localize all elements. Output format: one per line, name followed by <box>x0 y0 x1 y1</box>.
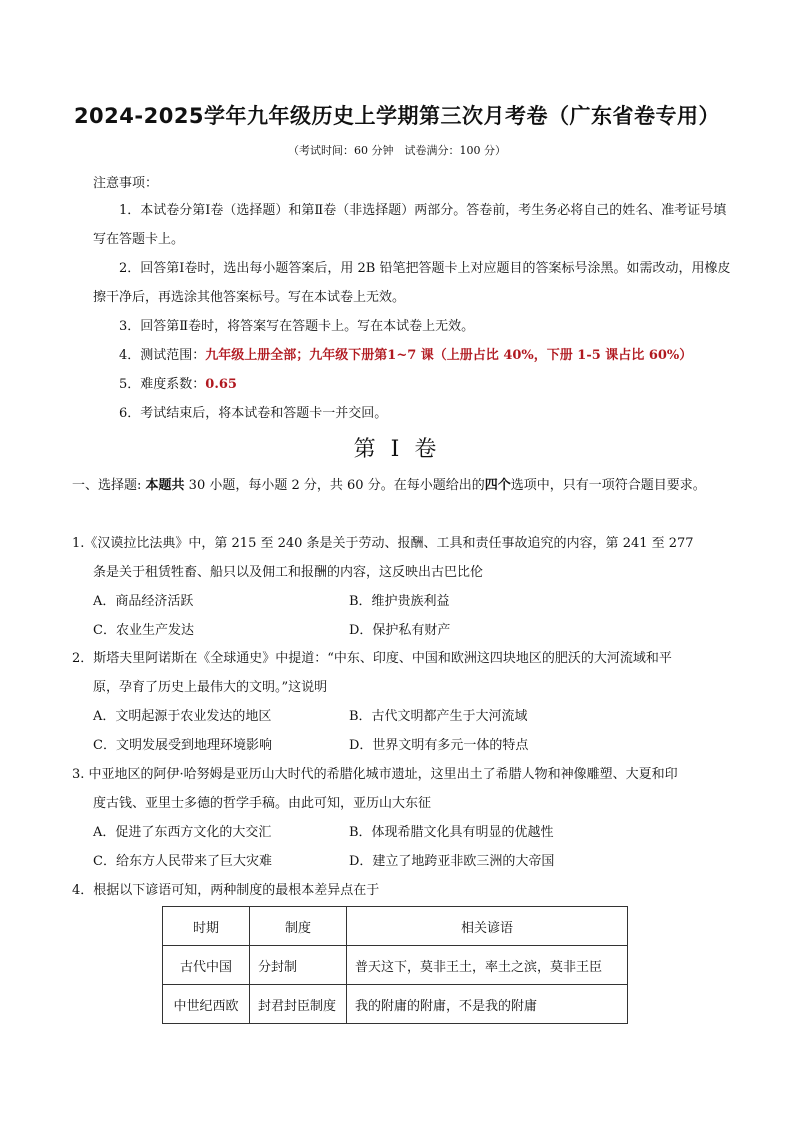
difficulty-value: 0.65 <box>205 377 237 392</box>
table-cell: 分封制 <box>250 946 347 985</box>
table-row <box>163 985 628 1024</box>
notice-3: 3．回答第Ⅱ卷时，将答案写在答题卡上。写在本试卷上无效。 <box>119 319 475 334</box>
option-a: A．促进了东西方文化的大交汇 <box>93 825 272 840</box>
table-header: 时期 <box>163 907 250 946</box>
option-d: D．保护私有财产 <box>349 623 451 638</box>
option-b: B．维护贵族利益 <box>349 594 450 609</box>
notice-6: 6．考试结束后，将本试卷和答题卡一并交回。 <box>119 406 388 421</box>
table-row <box>163 946 628 985</box>
notice-heading: 注意事项： <box>93 176 159 191</box>
question-2: 2．斯塔夫里阿诺斯在《全球通史》中提道：“中东、印度、中国和欧洲这四块地区的肥沃的大河流域和平 原，孕育了历史上最伟大的文明。”这说明 A．文明起源于农业发达的地区 B．古代文明都产生于大河流域 C．文明发展受到地理环境影响 D．世界文明有多元一体的特点 <box>72 644 732 760</box>
option-d: D．建立了地跨亚非欧三洲的大帝国 <box>349 854 555 869</box>
page-title: 2024-2025学年九年级历史上学期第三次月考卷（广东省卷专用） <box>73 104 721 128</box>
table-cell: 古代中国 <box>163 946 250 985</box>
proverb-table <box>162 906 628 1024</box>
question-3: 3. 中亚地区的阿伊·哈努姆是亚历山大时代的希腊化城市遗址，这里出土了希腊人物和神像雕塑、大夏和印 度古钱、亚里士多德的哲学手稿。由此可知，亚历山大东征 A．促进了东西方文化的大交汇 B．体现希腊文化具有明显的优越性 C．给东方人民带来了巨大灾难 D．建立了地跨亚非欧三洲的大帝国 <box>72 760 732 876</box>
option-a: A．文明起源于农业发达的地区 <box>93 709 272 724</box>
notice-5: 5．难度系数：0.65 <box>119 377 237 392</box>
option-d: D．世界文明有多元一体的特点 <box>349 738 529 753</box>
notice-4: 4．测试范围：九年级上册全部；九年级下册第1~7 课（上册占比 40%，下册 1-5 课占比 60%） <box>119 348 693 363</box>
table-header-row <box>163 907 628 946</box>
section-instructions: 一、选择题: 本题共 30 小题，每小题 2 分，共 60 分。在每小题给出的四个选项中，只有一项符合题目要求。 <box>72 478 706 493</box>
option-c: C．给东方人民带来了巨大灾难 <box>93 854 272 869</box>
test-scope: 九年级上册全部；九年级下册第1~7 课（上册占比 40%，下册 1-5 课占比 60%） <box>205 348 693 363</box>
table-cell: 我的附庸的附庸，不是我的附庸 <box>347 985 628 1024</box>
table-cell: 中世纪西欧 <box>163 985 250 1024</box>
notice-1: 1．本试卷分第Ⅰ卷（选择题）和第Ⅱ卷（非选择题）两部分。答卷前，考生务必将自己的姓名、准考证号填写在答题卡上。 <box>93 203 727 247</box>
question-4: 4．根据以下谚语可知，两种制度的最根本差异点在于 <box>72 883 380 898</box>
option-b: B．古代文明都产生于大河流域 <box>349 709 528 724</box>
table-cell: 普天这下，莫非王土，率土之滨，莫非王臣 <box>347 946 628 985</box>
question-1: 1.《汉谟拉比法典》中，第 215 至 240 条是关于劳动、报酬、工具和责任事故追究的内容，第 241 至 277 条是关于租赁牲畜、船只以及佣工和报酬的内容，这反映出古巴比伦 A．商品经济活跃 B．维护贵族利益 C．农业生产发达 D．保护私有财产 <box>72 529 732 645</box>
volume-heading: 第 I 卷 <box>353 437 441 462</box>
option-b: B．体现希腊文化具有明显的优越性 <box>349 825 554 840</box>
option-c: C．文明发展受到地理环境影响 <box>93 738 272 753</box>
exam-info: （考试时间：60 分钟 试卷满分：100 分） <box>288 144 506 157</box>
table-cell: 封君封臣制度 <box>250 985 347 1024</box>
option-c: C．农业生产发达 <box>93 623 194 638</box>
notice-2: 2．回答第Ⅰ卷时，选出每小题答案后，用 2B 铅笔把答题卡上对应题目的答案标号涂黑。如需改动，用橡皮擦干净后，再选涂其他答案标号。写在本试卷上无效。 <box>93 261 731 305</box>
option-a: A．商品经济活跃 <box>93 594 194 609</box>
table-header: 相关谚语 <box>347 907 628 946</box>
table-header: 制度 <box>250 907 347 946</box>
